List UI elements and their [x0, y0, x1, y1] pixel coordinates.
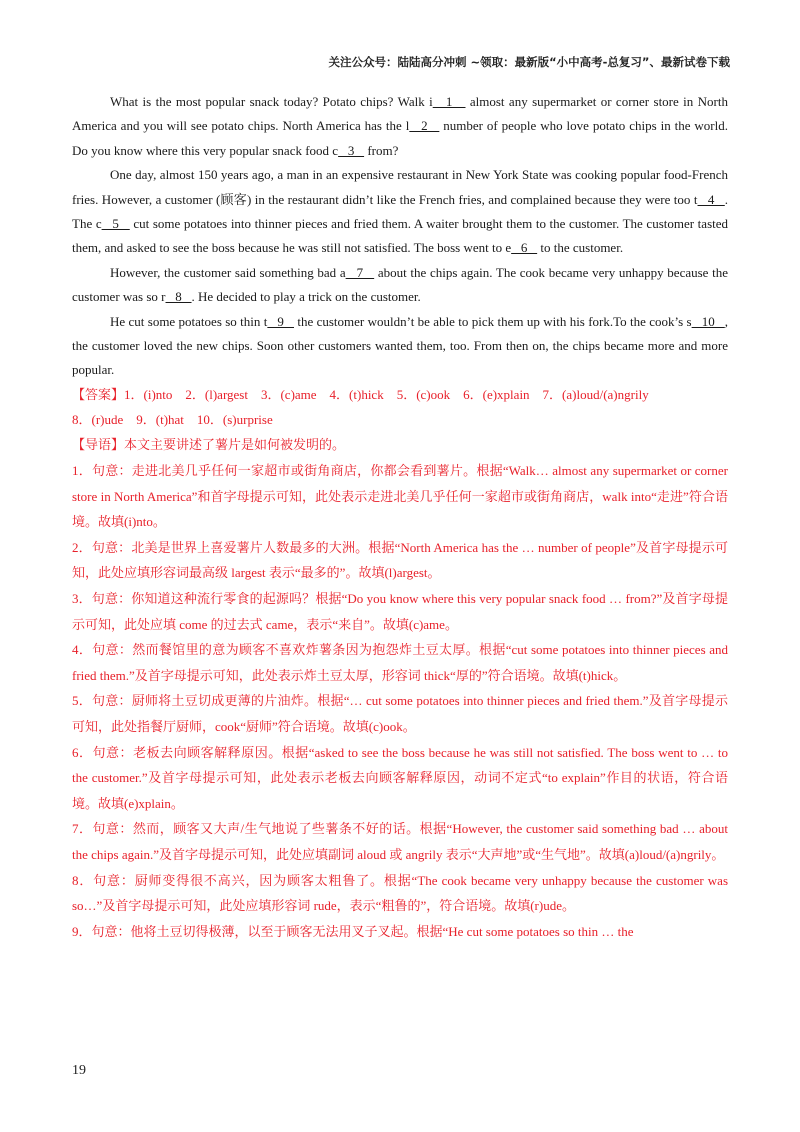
explanation-1: 1．句意：走进北美几乎任何一家超市或街角商店，你都会看到薯片。根据“Walk… almost any supermarket or corner store in North America”和首字母提示可知，此处表示走进北美几乎任何一家超市或街角商店，walk into“走进”符合语境。故填(i)nto。	[72, 463, 728, 530]
passage-paragraph-3: However, the customer said something bad a 7 about the chips again. The cook became very unhappy because the customer was so r 8 . He decided to play a trick on the customer.	[72, 264, 729, 305]
explanation-8: 8．句意：厨师变得很不高兴，因为顾客太粗鲁了。根据“The cook became very unhappy because the customer was so…”及首字母提示可知，此处应填形容词 rude，表示“粗鲁的”，符合语境。故填(r)ude。	[72, 872, 728, 914]
page-header: 关注公众号：陆陆高分冲刺 ~领取：最新版“小中高考-总复习”、最新试卷下载	[328, 55, 730, 69]
passage	[72, 90, 728, 383]
guide-text: 本文主要讲述了薯片是如何被发明的。	[124, 436, 346, 452]
answer-section	[72, 383, 728, 945]
answer-line-2: 8．(r)ude 9．(t)hat 10．(s)urprise	[72, 412, 273, 428]
cloze-blank: 4	[697, 191, 725, 207]
cloze-blank: 1	[432, 94, 466, 109]
guide-label: 【导语】	[72, 437, 125, 453]
cloze-blank: 6	[511, 240, 538, 256]
cloze-blank: 8	[165, 289, 192, 305]
answer-values-1: 1．(i)nto 2．(l)argest 3．(c)ame 4．(t)hick 5．(c)ook 6．(e)xplain 7．(a)loud/(a)ngrily	[124, 386, 649, 402]
explanation-9: 9．句意：他将土豆切得极薄，以至于顾客无法用叉子叉起。根据“He cut some potatoes so thin … the	[72, 923, 634, 939]
cloze-blank: 5	[101, 216, 130, 232]
passage-paragraph-2: One day, almost 150 years ago, a man in an expensive restaurant in New York State was cooking popular food-French fries. However, a customer (顾客) in the restaurant didn’t like the French fries, and complained because they were too t 4 . The c 5 cut some potatoes into thinner pieces and fried them. A waiter brought them to the customer. The customer tasted them, and asked to see the boss because he was still not satisfied. The boss went to e 6 to the customer.	[72, 167, 729, 256]
explanation-7: 7．句意：然而，顾客又大声/生气地说了些薯条不好的话。根据“However, the customer said something bad … about the chips again.”及首字母提示可知，此处应填副词 aloud 或 angrily 表示“大声地”或“生气地”。故填(a)loud/(a)ngrily。	[72, 821, 728, 862]
cloze-blank: 7	[345, 264, 375, 280]
passage-paragraph-1: What is the most popular snack today? Potato chips? Walk i 1 almost any supermarket or corner store in North America and you will see potato chips. North America has the l 2 number of people who love potato chips in the world. Do you know where this very popular snack food c 3 from?	[72, 94, 728, 158]
explanation-2: 2．句意：北美是世界上喜爱薯片人数最多的大洲。根据“North America has the … number of people”及首字母提示可知，此处应填形容词最高级 largest 表示“最多的”。故填(l)argest。	[72, 539, 728, 581]
cloze-blank: 3	[338, 142, 365, 158]
cloze-blank: 2	[409, 118, 440, 134]
explanation-6: 6．句意：老板去向顾客解释原因。根据“asked to see the boss because he was still not satisfied. The boss went to … to the customer.”及首字母提示可知，此处表示老板去向顾客解释原因，动词不定式“to explain”作目的状语，符合语境。故填(e)xplain。	[72, 744, 728, 811]
passage-paragraph-4: He cut some potatoes so thin t 9 the customer wouldn’t be able to pick them up with his fork.To the cook’s s 10 , the customer loved the new chips. Soon other customers wanted them, too. From then on, the chips became more and more popular.	[72, 313, 729, 378]
guide-line	[72, 433, 728, 458]
page-number: 19	[72, 1063, 86, 1078]
answer-line-1	[72, 383, 728, 408]
cloze-blank: 10	[691, 313, 725, 329]
explanation-3: 3．句意：你知道这种流行零食的起源吗？根据“Do you know where this very popular snack food … from?”及首字母提示可知，此处应填 come 的过去式 came，表示“来自”。故填(c)ame。	[72, 591, 728, 632]
cloze-blank: 9	[267, 313, 294, 329]
explanation-4: 4．句意：然而餐馆里的意为顾客不喜欢炸薯条因为抱怨炸土豆太厚。根据“cut some potatoes into thinner pieces and fried them.”及首字母提示可知，此处表示炸土豆太厚，形容词 thick“厚的”符合语境。故填(t)hick。	[72, 642, 728, 683]
page-content	[72, 90, 728, 944]
explanation-5: 5．句意：厨师将土豆切成更薄的片油炸。根据“… cut some potatoes into thinner pieces and fried them.”及首字母提示可知，此处指餐厅厨师，cook“厨师”符合语境。故填(c)ook。	[72, 693, 728, 735]
answer-label: 【答案】	[72, 387, 125, 403]
